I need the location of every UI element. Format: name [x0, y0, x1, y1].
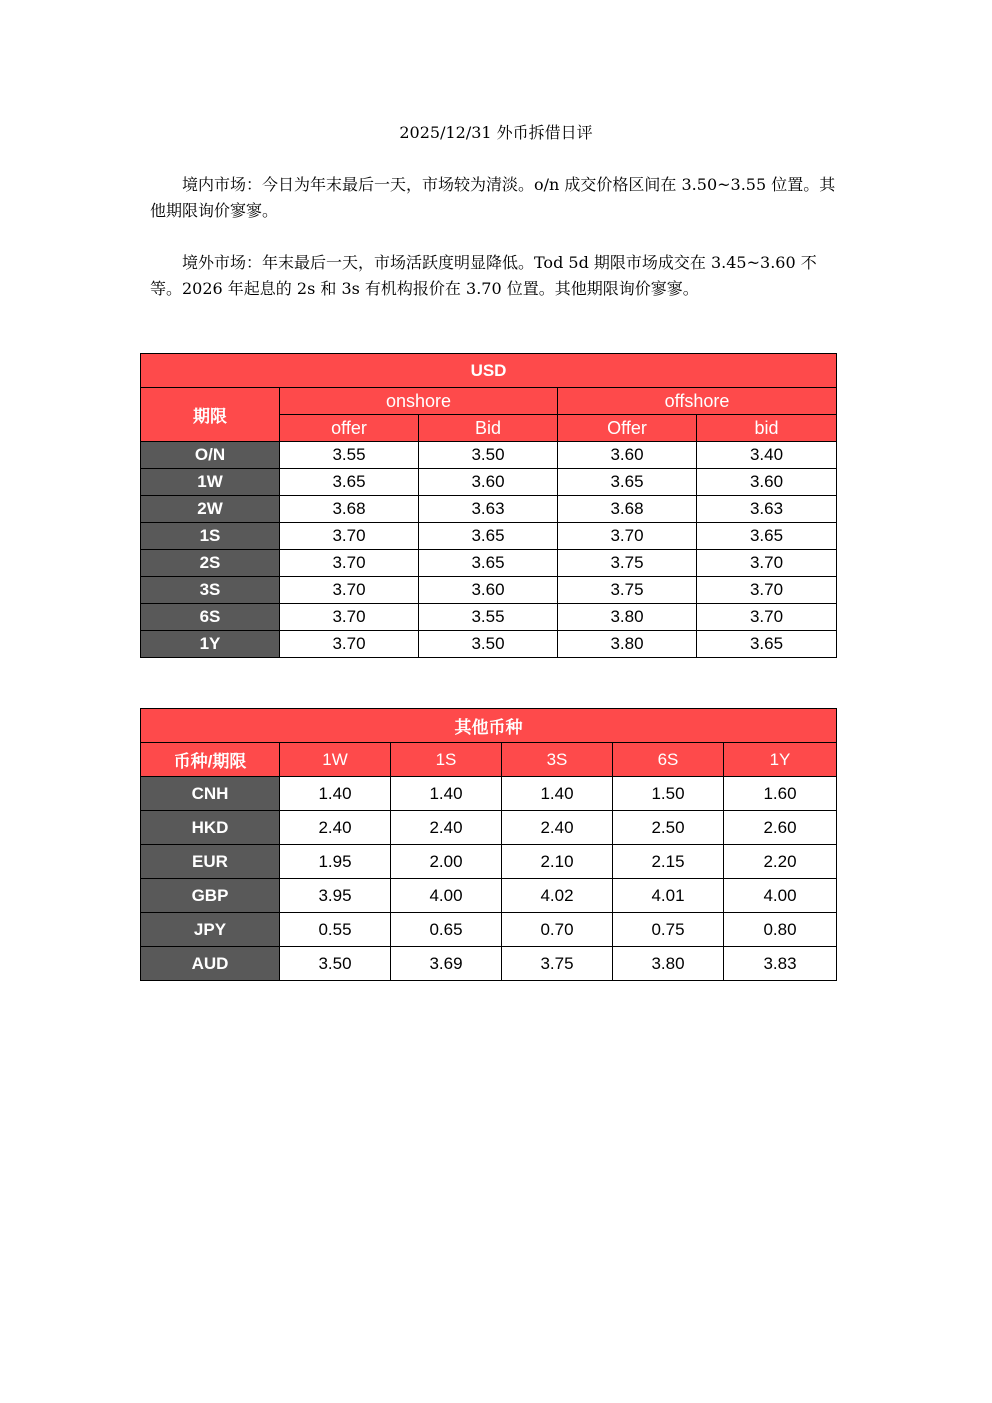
rate-cell: 1.40	[391, 777, 502, 811]
rate-cell: 3.70	[280, 604, 419, 631]
rate-cell: 2.00	[391, 845, 502, 879]
table-row	[141, 947, 837, 981]
rate-cell: 3.75	[558, 550, 697, 577]
rate-cell: 3.55	[419, 604, 558, 631]
rate-cell: 3.70	[558, 523, 697, 550]
rate-cell: 3.40	[697, 442, 837, 469]
rate-cell: 3.60	[419, 469, 558, 496]
currency-cell: CNH	[141, 777, 280, 811]
rate-cell: 3.80	[558, 604, 697, 631]
rate-cell: 0.55	[280, 913, 391, 947]
currency-cell: HKD	[141, 811, 280, 845]
rate-cell: 3.70	[697, 577, 837, 604]
rate-cell: 4.02	[502, 879, 613, 913]
rate-cell: 3.60	[419, 577, 558, 604]
tenor-cell: 1S	[141, 523, 280, 550]
currency-cell: GBP	[141, 879, 280, 913]
rate-cell: 4.00	[391, 879, 502, 913]
rate-cell: 3.75	[558, 577, 697, 604]
rate-cell: 2.20	[724, 845, 837, 879]
currency-cell: AUD	[141, 947, 280, 981]
rate-cell: 3.65	[419, 523, 558, 550]
rate-cell: 3.63	[419, 496, 558, 523]
rate-cell: 3.83	[724, 947, 837, 981]
table-row	[141, 550, 837, 577]
offshore-header: offshore	[558, 388, 837, 415]
rate-cell: 0.75	[613, 913, 724, 947]
other-table-title: 其他币种	[141, 709, 837, 743]
report-title: 2025/12/31 外币拆借日评	[399, 123, 593, 142]
other-currency-table	[140, 708, 837, 981]
rate-cell: 3.50	[280, 947, 391, 981]
rate-cell: 1.95	[280, 845, 391, 879]
rate-cell: 3.65	[419, 550, 558, 577]
tenor-cell: 3S	[141, 577, 280, 604]
rate-cell: 3.75	[502, 947, 613, 981]
rate-cell: 3.65	[697, 631, 837, 658]
rate-cell: 2.40	[391, 811, 502, 845]
rate-cell: 1.60	[724, 777, 837, 811]
rate-cell: 3.63	[697, 496, 837, 523]
table-row	[141, 845, 837, 879]
rate-cell: 1.50	[613, 777, 724, 811]
rate-cell: 3.50	[419, 442, 558, 469]
tenor-header-1w: 1W	[280, 743, 391, 777]
rate-cell: 3.60	[697, 469, 837, 496]
tenor-cell: 1W	[141, 469, 280, 496]
tenor-cell: O/N	[141, 442, 280, 469]
rate-cell: 2.10	[502, 845, 613, 879]
currency-cell: EUR	[141, 845, 280, 879]
rate-cell: 0.80	[724, 913, 837, 947]
rate-cell: 3.70	[280, 523, 419, 550]
rate-cell: 3.80	[558, 631, 697, 658]
usd-rate-table	[140, 353, 837, 658]
table-row	[141, 577, 837, 604]
onshore-header: onshore	[280, 388, 558, 415]
rate-cell: 3.70	[697, 550, 837, 577]
rate-cell: 2.50	[613, 811, 724, 845]
rate-cell: 3.60	[558, 442, 697, 469]
currency-tenor-header: 币种/期限	[141, 743, 280, 777]
rate-cell: 2.60	[724, 811, 837, 845]
tenor-header: 期限	[141, 388, 280, 442]
offshore-commentary: 境外市场：年末最后一天，市场活跃度明显降低。Tod 5d 期限市场成交在 3.45~3.60 不等。2026 年起息的 2s 和 3s 有机构报价在 3.70 位置。其他期限询价寥寥。	[150, 253, 817, 298]
rate-cell: 3.55	[280, 442, 419, 469]
table-row	[141, 496, 837, 523]
rate-cell: 2.15	[613, 845, 724, 879]
rate-cell: 4.01	[613, 879, 724, 913]
rate-cell: 3.95	[280, 879, 391, 913]
rate-cell: 3.50	[419, 631, 558, 658]
offshore-offer-header: Offer	[558, 415, 697, 442]
table-row	[141, 442, 837, 469]
onshore-commentary: 境内市场：今日为年末最后一天，市场较为清淡。o/n 成交价格区间在 3.50~3.55 位置。其他期限询价寥寥。	[150, 175, 836, 220]
tenor-header-1s: 1S	[391, 743, 502, 777]
table-row	[141, 777, 837, 811]
tenor-cell: 1Y	[141, 631, 280, 658]
rate-cell: 1.40	[502, 777, 613, 811]
usd-table-title: USD	[141, 354, 837, 388]
tenor-header-6s: 6S	[613, 743, 724, 777]
tenor-cell: 2S	[141, 550, 280, 577]
table-row	[141, 811, 837, 845]
rate-cell: 0.70	[502, 913, 613, 947]
rate-cell: 3.70	[280, 577, 419, 604]
rate-cell: 3.80	[613, 947, 724, 981]
rate-cell: 3.65	[280, 469, 419, 496]
rate-cell: 4.00	[724, 879, 837, 913]
table-row	[141, 469, 837, 496]
rate-cell: 3.69	[391, 947, 502, 981]
table-row	[141, 913, 837, 947]
onshore-bid-header: Bid	[419, 415, 558, 442]
rate-cell: 3.68	[558, 496, 697, 523]
rate-cell: 2.40	[280, 811, 391, 845]
offshore-bid-header: bid	[697, 415, 837, 442]
tenor-header-1y: 1Y	[724, 743, 837, 777]
rate-cell: 3.65	[697, 523, 837, 550]
rate-cell: 3.65	[558, 469, 697, 496]
rate-cell: 1.40	[280, 777, 391, 811]
rate-cell: 2.40	[502, 811, 613, 845]
rate-cell: 3.70	[697, 604, 837, 631]
table-row	[141, 523, 837, 550]
tenor-cell: 2W	[141, 496, 280, 523]
rate-cell: 0.65	[391, 913, 502, 947]
tenor-cell: 6S	[141, 604, 280, 631]
tenor-header-3s: 3S	[502, 743, 613, 777]
table-row	[141, 879, 837, 913]
onshore-offer-header: offer	[280, 415, 419, 442]
rate-cell: 3.68	[280, 496, 419, 523]
table-row	[141, 604, 837, 631]
table-row	[141, 631, 837, 658]
currency-cell: JPY	[141, 913, 280, 947]
rate-cell: 3.70	[280, 550, 419, 577]
rate-cell: 3.70	[280, 631, 419, 658]
